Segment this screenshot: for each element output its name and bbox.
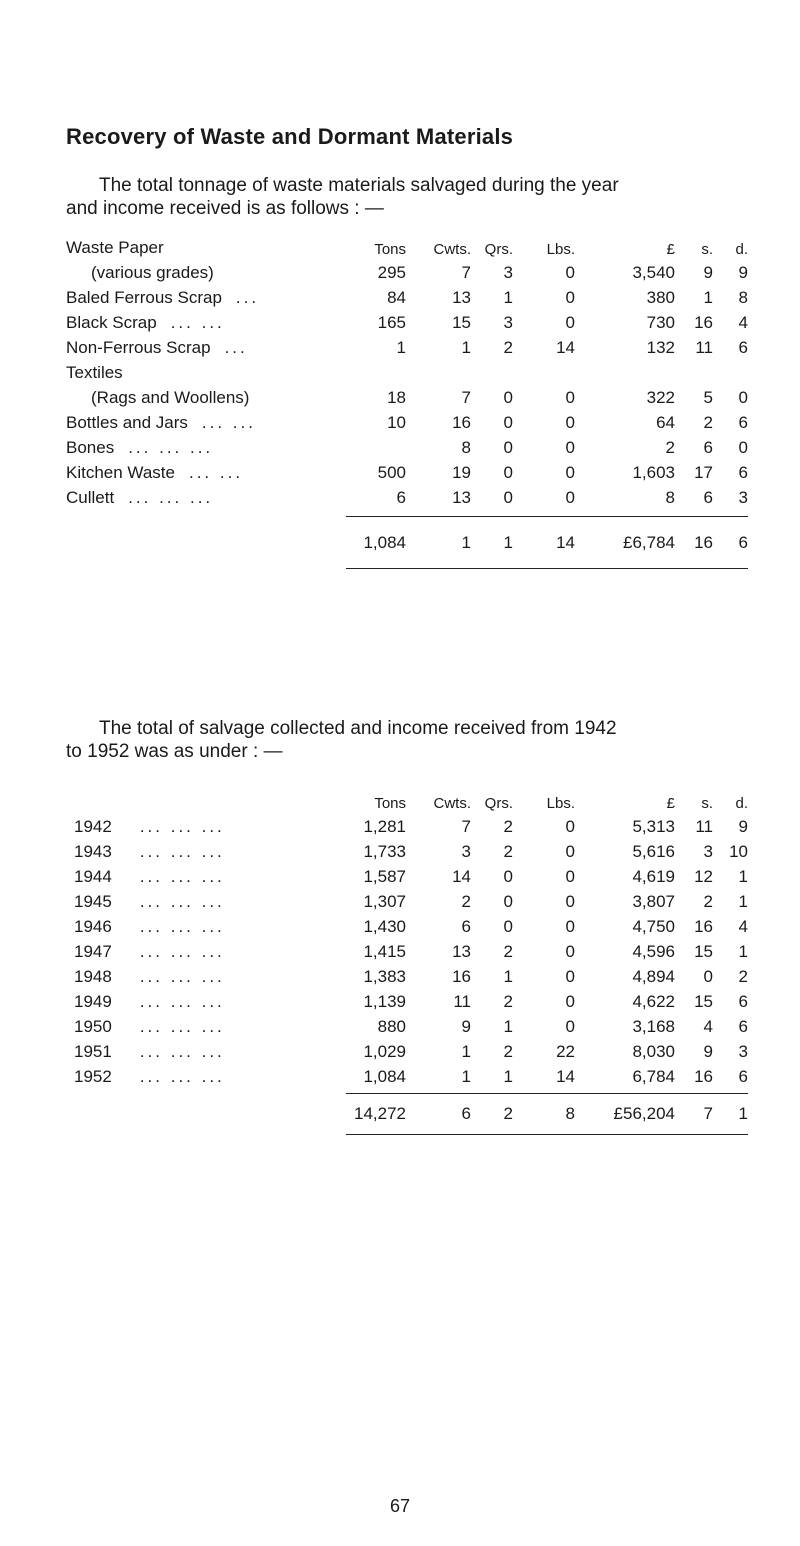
intro-1-line-2: and income received is as follows : — [66,198,384,219]
material-label-cell [66,483,346,508]
year-cwts-cell: 11 [453,992,471,1011]
year-tons-cell: 1,307 [363,892,406,911]
material-pounds-cell: 380 [646,288,675,307]
year-cwts-cell: 3 [461,842,471,861]
material-qrs-cell: 0 [503,488,513,507]
intro-2-line-1: The total of salvage collected and income received from 1942 [99,718,617,739]
material-label-cell [66,308,346,333]
year-label-cell [66,1037,346,1062]
materials-total-pence: 6 [713,517,748,569]
material-pounds-cell: 2 [665,438,675,457]
year-shillings-cell: 16 [694,1067,713,1086]
material-label: Bottles and Jars [66,413,188,432]
material-lbs-cell: 0 [565,463,575,482]
yearly-total-lbs: 8 [513,1094,575,1135]
table-row [66,837,748,862]
year-qrs-cell: 2 [503,842,513,861]
table-row [66,283,748,308]
table-row [66,383,748,408]
material-shillings-cell: 5 [703,388,713,407]
year-label: 1950 [74,1017,112,1036]
table-row [66,308,748,333]
spacer-cell [513,508,575,517]
material-label: Non-Ferrous Scrap [66,338,211,357]
year-qrs-cell: 1 [503,967,513,986]
material-tons-cell: 165 [377,313,406,332]
year-shillings-cell: 15 [694,942,713,961]
materials-total-row [66,517,748,569]
material-label-cell [66,458,346,483]
year-lbs-cell: 0 [565,842,575,861]
year-cwts-cell: 1 [461,1042,471,1061]
material-label: Bones [66,438,115,457]
table-row [66,333,748,358]
yearly-header-tons: Tons [374,795,406,812]
material-pounds-cell: 8 [665,488,675,507]
material-label: Black Scrap [66,313,157,332]
leader-dots: ... ... ... [139,1042,225,1061]
table-row [66,912,748,937]
year-lbs-cell: 0 [565,867,575,886]
year-qrs-cell: 2 [503,817,513,836]
table-row [66,812,748,837]
year-pence-cell: 6 [738,992,748,1011]
year-shillings-cell: 12 [694,867,713,886]
material-label-cell [66,283,346,308]
year-lbs-cell: 0 [565,917,575,936]
spacer-cell [346,508,406,517]
materials-header-lbs: Lbs. [546,241,575,258]
material-label: Baled Ferrous Scrap [66,288,222,307]
material-pounds-cell: 3,540 [632,263,675,282]
yearly-header-shillings: s. [701,795,713,812]
year-pounds-cell: 6,784 [632,1067,675,1086]
year-shillings-cell: 2 [703,892,713,911]
material-lbs-cell: 0 [565,288,575,307]
material-tons-cell: 10 [387,413,406,432]
year-tons-cell: 1,281 [363,817,406,836]
year-pounds-cell: 5,313 [632,817,675,836]
empty-cell [575,358,675,383]
material-lbs-cell: 0 [565,388,575,407]
year-label: 1948 [74,967,112,986]
materials-total-qrs: 1 [471,517,513,569]
table-row [66,483,748,508]
year-qrs-cell: 2 [503,992,513,1011]
empty-cell [713,358,748,383]
yearly-header-lbs: Lbs. [546,795,575,812]
leader-dots: ... ... ... [139,992,225,1011]
material-tons-cell [346,433,406,458]
material-pence-cell: 8 [738,288,748,307]
leader-dots: ... ... [188,463,244,482]
material-lbs-cell: 14 [556,338,575,357]
yearly-total-cwts: 6 [406,1094,471,1135]
year-lbs-cell: 0 [565,817,575,836]
material-label: Cullett [66,488,115,507]
empty-cell [346,358,406,383]
year-label: 1942 [74,817,112,836]
material-lbs-cell: 0 [565,263,575,282]
material-qrs-cell: 2 [503,338,513,357]
leader-dots: ... ... ... [128,488,214,507]
year-pounds-cell: 5,616 [632,842,675,861]
year-lbs-cell: 0 [565,967,575,986]
year-label: 1946 [74,917,112,936]
table-row [66,962,748,987]
year-label: 1947 [74,942,112,961]
year-pence-cell: 9 [738,817,748,836]
material-cwts-cell: 19 [452,463,471,482]
material-label-cell [66,383,346,408]
materials-header-row [66,228,748,258]
materials-total-shillings: 16 [675,517,713,569]
year-lbs-cell: 0 [565,992,575,1011]
leader-dots: ... ... ... [128,438,214,457]
material-label-cell [66,333,346,358]
material-qrs-cell: 1 [503,288,513,307]
materials-header-shillings: s. [701,241,713,258]
year-cwts-cell: 9 [461,1017,471,1036]
material-label-cell [66,408,346,433]
spacer-cell [406,508,471,517]
material-label: Textiles [66,363,123,382]
year-label-cell [66,812,346,837]
yearly-total-row [66,1094,748,1135]
intro-1-line-1: The total tonnage of waste materials salvaged during the year [99,175,619,196]
yearly-header-pounds: £ [666,795,675,812]
empty-cell [406,358,471,383]
page-title: Recovery of Waste and Dormant Materials [66,124,514,149]
year-label: 1943 [74,842,112,861]
materials-header-cwts: Cwts. [433,241,471,258]
leader-dots: ... ... ... [139,842,225,861]
material-qrs-cell: 3 [503,263,513,282]
year-lbs-cell: 14 [556,1067,575,1086]
material-label-cell [66,258,346,283]
intro-paragraph-2 [66,717,756,763]
table-row [66,1012,748,1037]
material-cwts-cell: 16 [452,413,471,432]
material-shillings-cell: 6 [703,488,713,507]
table-row-label-only [66,358,748,383]
year-lbs-cell: 0 [565,942,575,961]
materials-header-pounds: £ [666,241,675,258]
year-pence-cell: 4 [738,917,748,936]
material-pounds-cell: 64 [656,413,675,432]
year-qrs-cell: 1 [503,1067,513,1086]
empty-cell [675,358,713,383]
material-cwts-cell: 15 [452,313,471,332]
year-label: 1945 [74,892,112,911]
yearly-total-pounds: £56,204 [575,1094,675,1135]
yearly-total-qrs: 2 [471,1094,513,1135]
year-cwts-cell: 14 [452,867,471,886]
year-tons-cell: 1,084 [363,1067,406,1086]
year-label-cell [66,937,346,962]
materials-header-qrs: Qrs. [484,241,513,258]
year-pounds-cell: 4,622 [632,992,675,1011]
year-cwts-cell: 6 [461,917,471,936]
leader-dots: ... ... [170,313,225,332]
material-lbs-cell: 0 [565,313,575,332]
leader-dots: ... [235,288,260,307]
year-lbs-cell: 0 [565,1017,575,1036]
yearly-header-row [66,790,748,812]
materials-total-tons: 1,084 [346,517,406,569]
yearly-total-shillings: 7 [675,1094,713,1135]
year-qrs-cell: 2 [503,942,513,961]
year-tons-cell: 1,415 [363,942,406,961]
intro-paragraph-1 [66,174,756,220]
table-row [66,862,748,887]
year-shillings-cell: 9 [703,1042,713,1061]
yearly-total-tons: 14,272 [346,1094,406,1135]
year-pence-cell: 1 [738,867,748,886]
year-qrs-cell: 2 [503,1042,513,1061]
table-row [66,937,748,962]
year-lbs-cell: 0 [565,892,575,911]
leader-dots: ... ... ... [139,917,225,936]
year-pence-cell: 10 [729,842,748,861]
material-label: Kitchen Waste [66,463,175,482]
material-sublabel: (Rags and Woollens) [91,388,250,407]
materials-total-pounds: £6,784 [575,517,675,569]
year-pounds-cell: 4,894 [632,967,675,986]
year-label: 1951 [74,1042,112,1061]
leader-dots: ... ... ... [139,867,225,886]
leader-dots: ... [224,338,248,357]
materials-total-lbs: 14 [513,517,575,569]
material-label-cell [66,433,346,458]
year-pounds-cell: 3,168 [632,1017,675,1036]
leader-dots: ... ... ... [139,1017,225,1036]
year-qrs-cell: 0 [503,892,513,911]
material-shillings-cell: 6 [703,438,713,457]
material-pence-cell: 0 [738,438,748,457]
year-label-cell [66,887,346,912]
material-qrs-cell: 3 [503,313,513,332]
yearly-header-cwts: Cwts. [433,795,471,812]
material-pounds-cell: 132 [646,338,675,357]
leader-dots: ... ... [201,413,256,432]
materials-header-pence: d. [735,241,748,258]
materials-header-tons: Tons [374,241,406,258]
spacer-cell [713,508,748,517]
material-shillings-cell: 2 [703,413,713,432]
material-pence-cell: 6 [738,338,748,357]
year-tons-cell: 1,139 [363,992,406,1011]
material-shillings-cell: 9 [703,263,713,282]
empty-cell [471,358,513,383]
spacer-cell [575,508,675,517]
rule-spacer [66,508,748,517]
material-qrs-cell: 0 [503,413,513,432]
year-tons-cell: 1,733 [363,842,406,861]
year-cwts-cell: 16 [452,967,471,986]
table-row [66,408,748,433]
material-pounds-cell: 730 [646,313,675,332]
materials-total-cwts: 1 [406,517,471,569]
empty-cell [513,358,575,383]
leader-dots: ... ... ... [139,892,225,911]
material-tons-cell: 6 [396,488,406,507]
table-row [66,1062,748,1087]
material-shillings-cell: 11 [695,338,713,357]
table-row [66,987,748,1012]
material-cwts-cell: 1 [461,338,471,357]
year-lbs-cell: 22 [556,1042,575,1061]
leader-dots: ... ... ... [139,942,225,961]
material-pounds-cell: 322 [646,388,675,407]
material-cwts-cell: 7 [461,263,471,282]
material-shillings-cell: 16 [694,313,713,332]
yearly-table [66,790,748,1135]
total-label-cell [66,517,346,569]
material-tons-cell: 1 [396,338,406,357]
leader-dots: ... ... ... [139,967,225,986]
yearly-header-label [66,790,346,812]
year-label: 1949 [74,992,112,1011]
year-pence-cell: 2 [738,967,748,986]
material-pence-cell: 9 [738,263,748,282]
material-shillings-cell: 1 [703,288,713,307]
yearly-header-qrs: Qrs. [484,795,513,812]
year-label: 1952 [74,1067,112,1086]
year-cwts-cell: 1 [461,1067,471,1086]
year-shillings-cell: 3 [703,842,713,861]
material-lbs-cell: 0 [565,438,575,457]
material-qrs-cell: 0 [503,388,513,407]
material-qrs-cell: 0 [503,438,513,457]
table-row [66,458,748,483]
spacer-cell [66,508,346,517]
year-shillings-cell: 4 [703,1017,713,1036]
material-pence-cell: 6 [738,463,748,482]
material-cwts-cell: 13 [452,288,471,307]
year-pounds-cell: 4,619 [632,867,675,886]
year-pence-cell: 6 [738,1067,748,1086]
material-pounds-cell: 1,603 [632,463,675,482]
spacer-cell [675,508,713,517]
material-qrs-cell: 0 [503,463,513,482]
yearly-header-pence: d. [735,795,748,812]
year-pence-cell: 6 [738,1017,748,1036]
table-row [66,258,748,283]
year-label-cell [66,912,346,937]
year-pounds-cell: 8,030 [632,1042,675,1061]
year-tons-cell: 1,029 [363,1042,406,1061]
material-cwts-cell: 13 [452,488,471,507]
year-cwts-cell: 2 [461,892,471,911]
material-lbs-cell: 0 [565,488,575,507]
leader-dots: ... ... ... [139,1067,225,1086]
year-label-cell [66,1012,346,1037]
table-row [66,887,748,912]
year-tons-cell: 1,587 [363,867,406,886]
year-pounds-cell: 3,807 [632,892,675,911]
year-tons-cell: 1,383 [363,967,406,986]
year-qrs-cell: 0 [503,917,513,936]
material-pence-cell: 4 [738,313,748,332]
year-qrs-cell: 1 [503,1017,513,1036]
table-row [66,433,748,458]
year-shillings-cell: 11 [695,817,713,836]
year-pence-cell: 1 [738,892,748,911]
year-qrs-cell: 0 [503,867,513,886]
intro-2-line-2: to 1952 was as under : — [66,741,283,762]
materials-header-label [66,228,346,258]
year-tons-cell: 1,430 [363,917,406,936]
year-label-cell [66,837,346,862]
leader-dots: ... ... ... [139,817,225,836]
page-number: 67 [389,1496,411,1516]
material-cwts-cell: 7 [461,388,471,407]
year-shillings-cell: 16 [694,917,713,936]
year-shillings-cell: 0 [703,967,713,986]
year-label-cell [66,987,346,1012]
material-label: Waste Paper [66,238,164,257]
materials-table [66,228,748,569]
table-row [66,1037,748,1062]
material-shillings-cell: 17 [694,463,713,482]
material-tons-cell: 500 [377,463,406,482]
material-pence-cell: 0 [738,388,748,407]
yearly-total-pence: 1 [713,1094,748,1135]
material-lbs-cell: 0 [565,413,575,432]
material-tons-cell: 18 [387,388,406,407]
year-pence-cell: 3 [738,1042,748,1061]
year-label: 1944 [74,867,112,886]
spacer-cell [471,508,513,517]
year-tons-cell: 880 [377,1017,406,1036]
year-shillings-cell: 15 [694,992,713,1011]
material-tons-cell: 295 [377,263,406,282]
year-pounds-cell: 4,750 [632,917,675,936]
year-pounds-cell: 4,596 [632,942,675,961]
year-label-cell [66,862,346,887]
year-cwts-cell: 13 [452,942,471,961]
year-label-cell [66,1062,346,1087]
year-cwts-cell: 7 [461,817,471,836]
material-cwts-cell: 8 [461,438,471,457]
total-label-cell [66,1094,346,1135]
year-label-cell [66,962,346,987]
material-sublabel: (various grades) [91,263,214,282]
material-pence-cell: 6 [738,413,748,432]
material-pence-cell: 3 [738,488,748,507]
material-tons-cell: 84 [387,288,406,307]
year-pence-cell: 1 [738,942,748,961]
